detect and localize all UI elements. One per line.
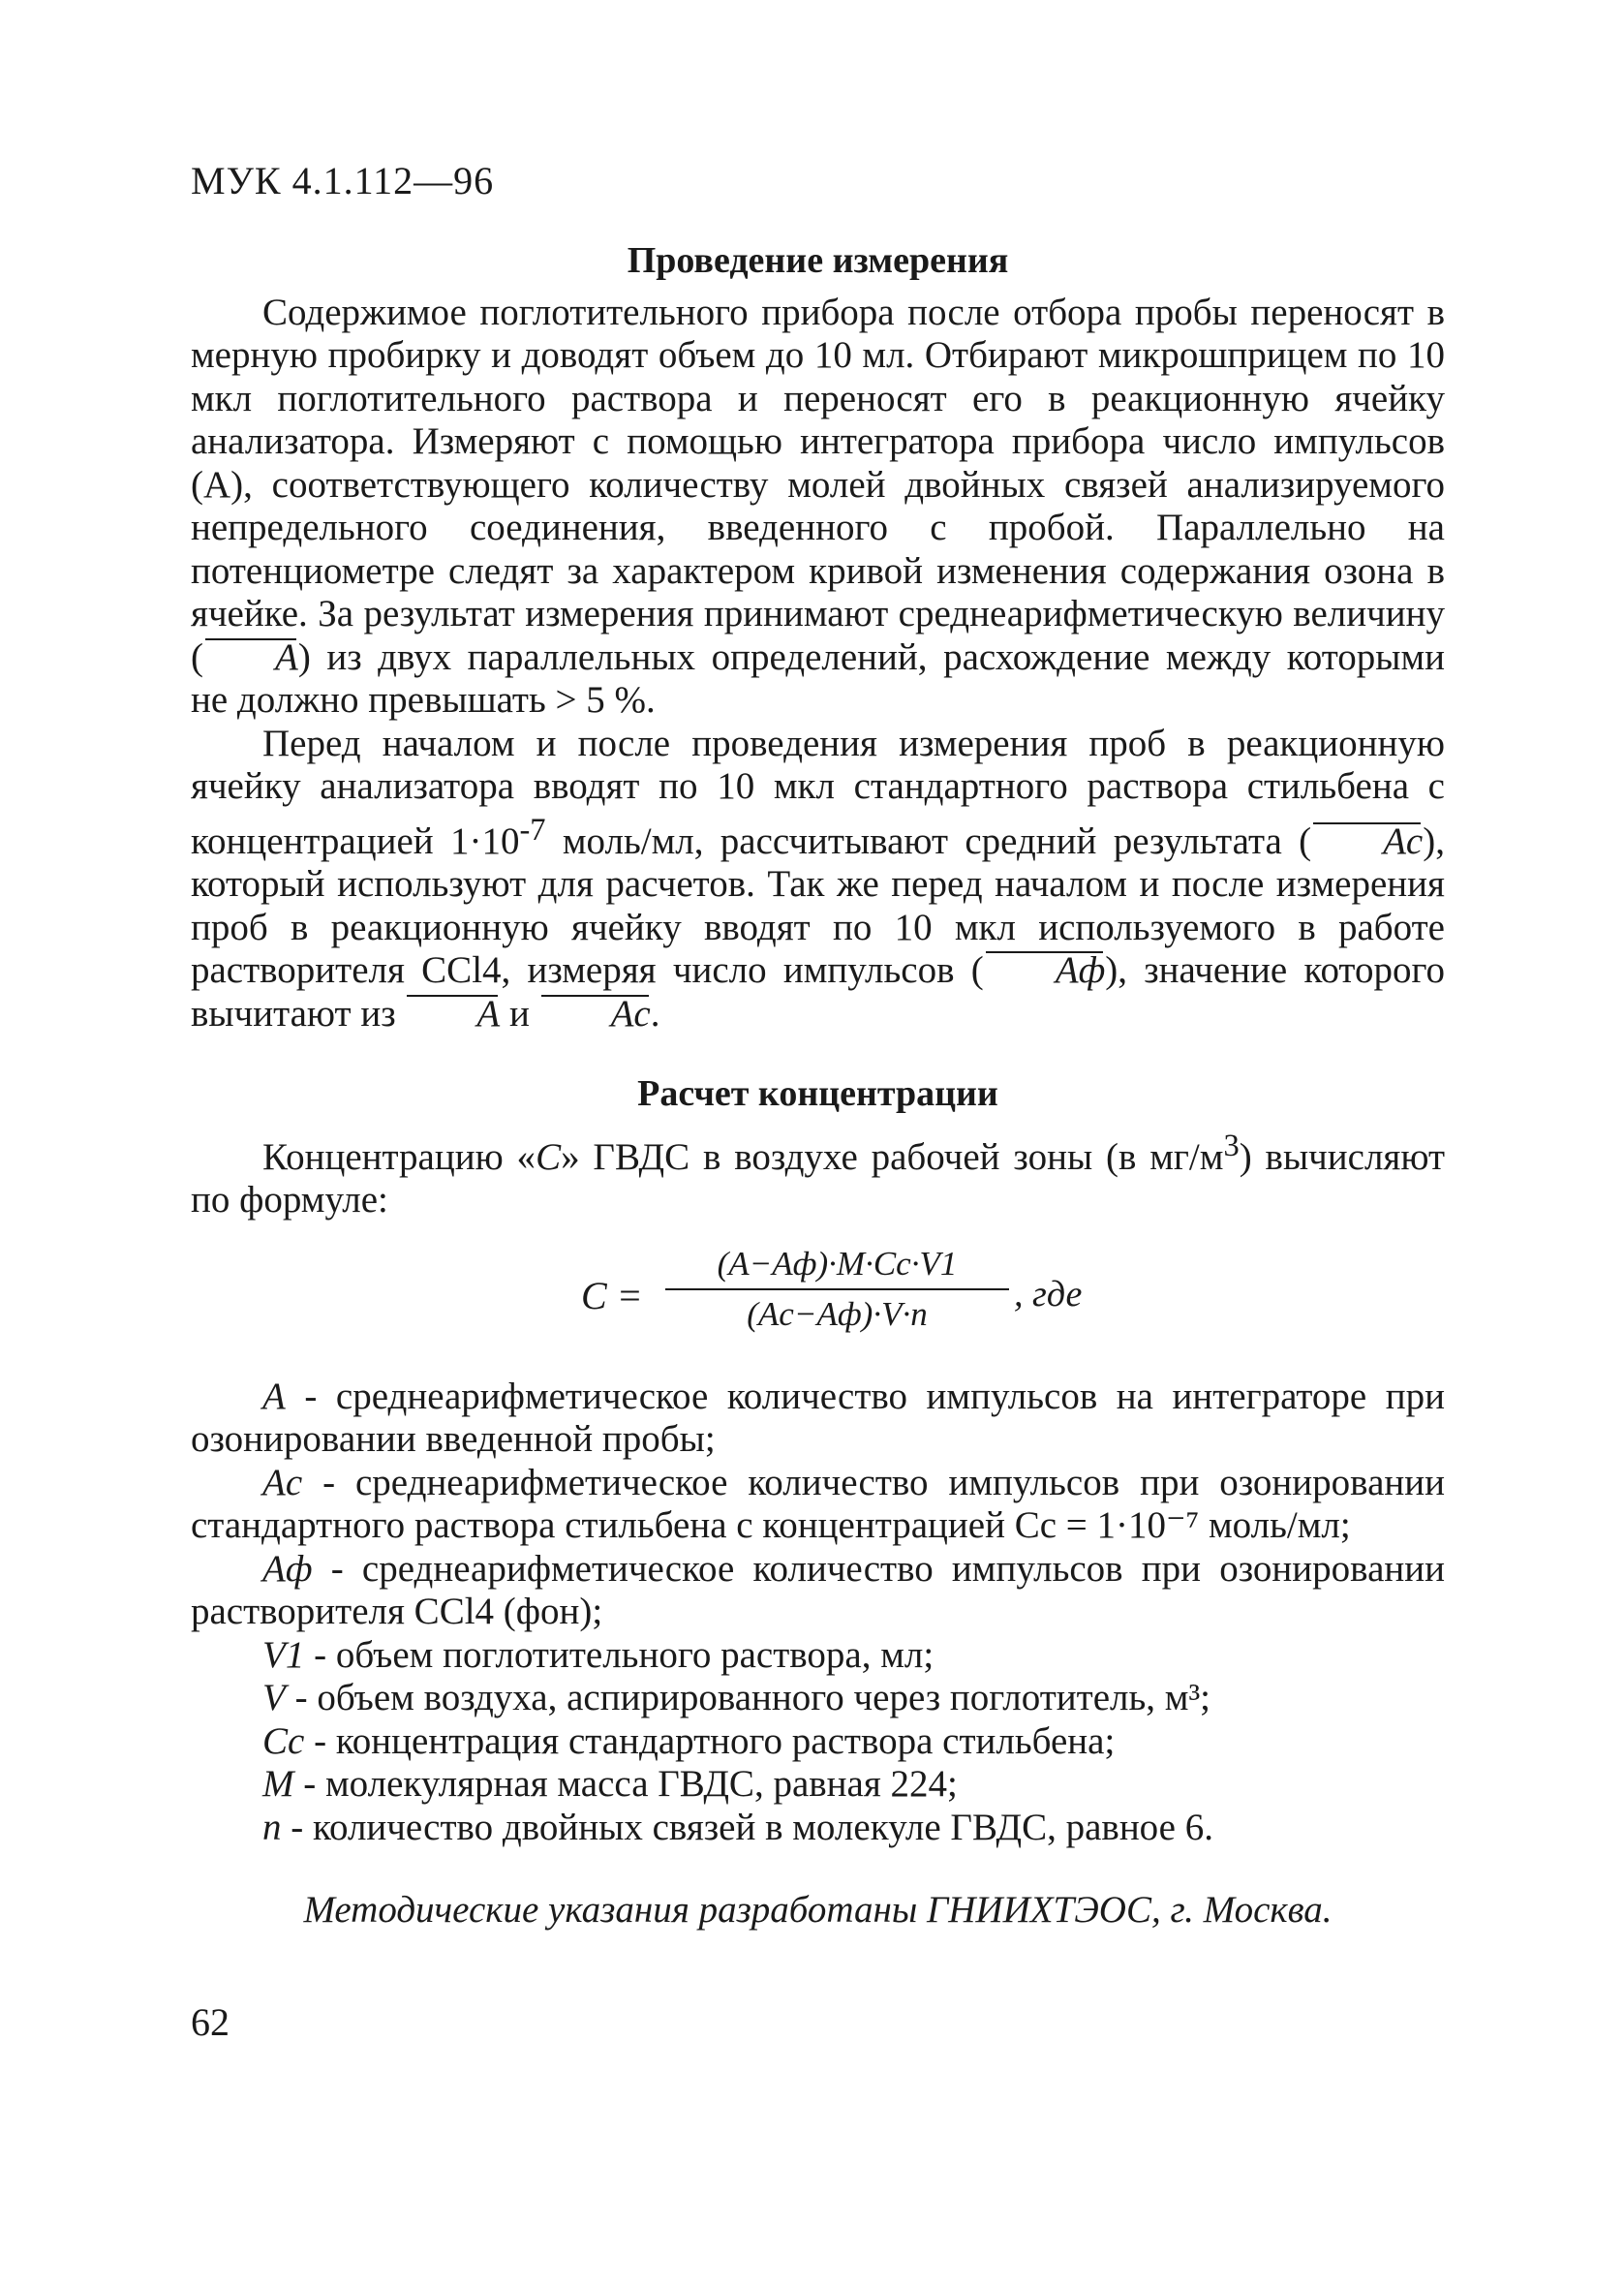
paragraph-text: ) вычисляют по формуле: [191,1135,1446,1222]
definition-text: - количество двойных связей в молекуле ГВДС, равное 6. [281,1806,1213,1848]
symbol-c: C [536,1135,562,1178]
formula-numerator: (A−Aф)·M·Cc·V1 [665,1240,1009,1290]
symbol-a-mean: A [203,636,298,680]
definition-symbol: V [262,1677,286,1719]
paragraph-text: Концентрацию « [262,1135,536,1178]
definition-text: - среднеарифметическое количество импульсов при озонировании растворителя CCl4 (фон); [191,1547,1445,1633]
definition-text: - среднеарифметическое количество импульсов на интеграторе при озонировании введенной пробы; [191,1375,1445,1461]
paragraph-measurement-2 [191,723,1445,1036]
concentration-formula [191,1240,1445,1356]
definition-text: - объем поглотительного раствора, мл; [304,1633,935,1676]
definition-item [191,1720,1445,1764]
paragraph-text: ) из двух параллельных определений, расхождение между которыми не должно превышать > 5 %. [191,635,1445,722]
section-heading-measurement: Проведение измерения [627,240,1009,281]
paragraph-text: . [650,992,660,1035]
section-heading-calculation: Расчет концентрации [637,1073,998,1115]
definition-item [191,1634,1445,1678]
definition-symbol: Aф [262,1547,313,1590]
formula-where: , где [1014,1273,1083,1315]
definition-item [191,1807,1445,1850]
exponent: 3 [1223,1128,1240,1163]
symbol-af-mean: Aф [984,949,1106,993]
definition-text: - концентрация стандартного раствора стильбена; [304,1719,1116,1762]
symbol-ac-mean: Ac [539,993,651,1036]
definition-text: - среднеарифметическое количество импульсов при озонировании стандартного раствора стильбена с концентрацией Cc = 1·10⁻⁷ моль/мл; [191,1461,1445,1547]
definition-symbol: Ac [262,1461,303,1503]
symbol-a-mean: A [405,993,500,1036]
definition-text: - молекулярная масса ГВДС, равная 224; [293,1763,958,1806]
paragraph-text: Перед началом и после проведения измерения проб в реакционную ячейку анализатора вводят по 10 мкл стандартного раствора стильбена с концентрацией 1·10 [191,722,1445,862]
definition-item [191,1763,1445,1807]
definition-symbol: Cc [262,1719,305,1762]
definition-symbol: V1 [262,1633,305,1676]
formula-denominator: (Ac−Aф)·V·n [747,1294,928,1333]
page-number: 62 [191,2000,230,2045]
definition-item [191,1376,1445,1462]
developer-note: Методические указания разработаны ГНИИХТЭОС, г. Москва. [303,1889,1333,1932]
paragraph-text: » ГВДС в воздухе рабочей зоны (в мг/м [561,1135,1224,1178]
formula-fraction [665,1240,1009,1339]
document-page [191,160,1445,2045]
paragraph-text: Содержимое поглотительного прибора после отбора пробы переносят в мерную пробирку и доводят объем до 10 мл. Отбирают микрошприцем по 10 мкл поглотительного раствора и переносят его в реакционную ячейку анализатора. Измеряют с помощью интегратора прибора число импульсов (А), соответствующего количеству молей двойных связей анализируемого непредельного соединения, введенного с пробой. Параллельно на потенциометре следят за характером кривой изменения содержания озона в ячейке. За результат измерения принимают среднеарифметическую величину ( [191,291,1445,678]
definition-symbol: M [262,1763,294,1806]
paragraph-measurement-1 [191,292,1445,723]
definitions-list [191,1376,1445,1850]
definition-item [191,1462,1445,1548]
document-code: МУК 4.1.112—96 [191,159,495,202]
paragraph-text: моль/мл, рассчитывают средний результата ( [545,820,1312,862]
definition-symbol: A [262,1375,286,1417]
definition-item [191,1677,1445,1720]
paragraph-text: ), который используют для расчетов. Так же перед началом и после измерения проб в реакционную ячейку вводят по 10 мкл используемого в работе растворителя CCl4, измеряя число импульсов ( [191,820,1445,992]
exponent: -7 [519,812,546,848]
paragraph-text: ), значение которого вычитают из [191,949,1445,1035]
definition-symbol: n [262,1806,282,1848]
paragraph-text: и [500,992,539,1035]
symbol-ac-mean: Ac [1311,820,1423,864]
paragraph-calculation-intro [191,1125,1445,1222]
formula-lhs: C = [581,1273,643,1317]
definition-text: - объем воздуха, аспирированного через поглотитель, м³; [285,1677,1210,1719]
definition-item [191,1548,1445,1634]
